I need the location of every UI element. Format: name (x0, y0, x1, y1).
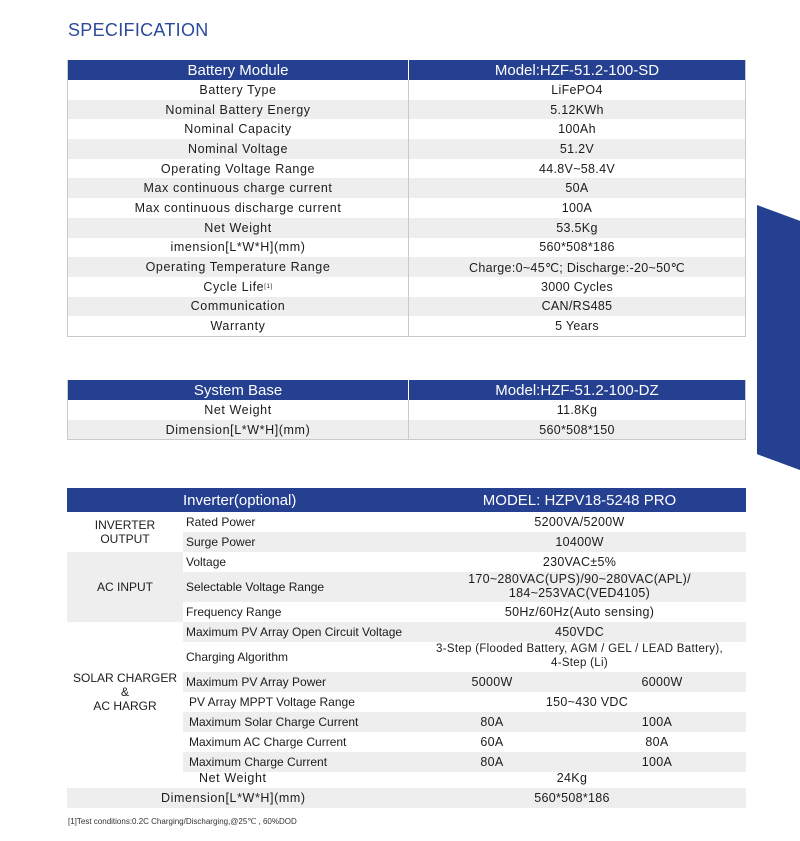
table-row (68, 316, 745, 336)
battery-rows (68, 80, 745, 336)
table-row (68, 297, 745, 317)
row-value-a: 5000W (471, 675, 513, 689)
row-label: Charging Algorithm (186, 650, 289, 664)
row-label-text: Nominal Voltage (187, 141, 289, 156)
row-value: 450VDC (554, 625, 605, 639)
row-label-text: Communication (190, 299, 286, 314)
row-label: Dimension[L*W*H](mm) (161, 791, 306, 805)
row-label (68, 257, 409, 277)
row-label-text: Battery Type (199, 82, 277, 97)
row-value-line1: 3-Step (Flooded Battery, AGM / GEL / LEAD Battery), (436, 643, 723, 655)
row-label: Net Weight (199, 771, 267, 785)
battery-module-table (67, 60, 746, 337)
row-label (68, 218, 409, 238)
row-value-b: 80A (645, 735, 669, 749)
row-label: Maximum Solar Charge Current (189, 715, 359, 729)
row-label-text: Max continuous discharge current (134, 200, 342, 215)
row-value-line2: 4-Step (Li) (551, 657, 608, 669)
row-label-text: Operating Voltage Range (160, 161, 316, 176)
row-value: 10400W (555, 535, 604, 549)
row-value: 560*508*186 (539, 240, 615, 255)
table-row (68, 198, 745, 218)
row-label (68, 400, 409, 420)
row-label (68, 198, 409, 218)
row-label: Maximum PV Array Power (186, 675, 327, 689)
row-value: 24Kg (556, 771, 588, 785)
row-ac-charge-current (67, 732, 746, 752)
row-value: LiFePO4 (551, 82, 603, 97)
row-charging-algorithm (67, 642, 746, 672)
row-value-a: 80A (480, 715, 504, 729)
table-row (68, 159, 745, 179)
table-row (68, 178, 745, 198)
row-label-text: Net Weight (204, 220, 272, 235)
row-rated-power (67, 512, 746, 532)
table-row (68, 420, 745, 440)
table-row (68, 218, 745, 238)
row-label-text: Net Weight (204, 402, 272, 417)
row-value-line1: 170~280VAC(UPS)/90~280VAC(APL)/ (468, 572, 691, 586)
row-label-text: Warranty (210, 319, 266, 334)
row-label: Maximum AC Charge Current (189, 735, 347, 749)
row-surge-power (67, 532, 746, 552)
row-label (68, 100, 409, 120)
row-label: Selectable Voltage Range (186, 580, 325, 594)
row-label (68, 159, 409, 179)
row-value-a: 60A (480, 735, 504, 749)
row-value: 50A (565, 181, 589, 196)
row-label (68, 238, 409, 258)
battery-table-header (68, 60, 745, 80)
row-value-b: 100A (641, 755, 673, 769)
row-label-text: Nominal Battery Energy (165, 102, 311, 117)
group-label: AC INPUT (96, 580, 153, 594)
row-label: Voltage (186, 555, 227, 569)
row-label-text: Cycle Life (203, 279, 265, 294)
table-row (68, 100, 745, 120)
row-value-b: 100A (641, 715, 673, 729)
system-base-rows (68, 400, 745, 439)
table-row (68, 119, 745, 139)
row-pv-power (67, 672, 746, 692)
row-value: 560*508*150 (539, 422, 615, 437)
footnote-marker: [1] (264, 283, 273, 290)
row-label (68, 178, 409, 198)
table-row (68, 80, 745, 100)
table-row (68, 257, 745, 277)
row-label: Rated Power (186, 515, 256, 529)
row-mppt-range (67, 692, 746, 712)
system-base-header-model: Model:HZF-51.2-100-DZ (495, 381, 659, 399)
row-value: CAN/RS485 (541, 299, 613, 314)
row-value: 230VAC±5% (542, 555, 617, 569)
table-row (68, 139, 745, 159)
row-label-text: Operating Temperature Range (145, 260, 331, 275)
page-title: SPECIFICATION (68, 20, 209, 40)
row-dimension (67, 788, 746, 808)
row-solar-charge-current (67, 712, 746, 732)
footnote: [1]Test conditions:0.2C Charging/Discharging,@25℃ , 60%DOD (68, 817, 297, 826)
system-base-header-title: System Base (193, 381, 283, 399)
row-label (68, 277, 409, 297)
row-label (68, 297, 409, 317)
table-row (68, 400, 745, 420)
inverter-table (67, 488, 746, 810)
row-value: 150~430 VDC (545, 695, 629, 709)
row-net-weight (67, 768, 746, 788)
row-value: Charge:0~45℃; Discharge:-20~50℃ (469, 260, 685, 275)
row-value: 51.2V (559, 141, 595, 156)
row-frequency (67, 602, 746, 622)
row-label-text: Nominal Capacity (184, 122, 292, 137)
row-label: Maximum PV Array Open Circuit Voltage (186, 625, 403, 639)
system-base-header (68, 380, 745, 400)
row-label: PV Array MPPT Voltage Range (189, 695, 355, 709)
battery-header-title: Battery Module (187, 61, 289, 79)
table-row (68, 277, 745, 297)
row-value: 100A (561, 200, 593, 215)
row-label-text: Dimension[L*W*H](mm) (165, 422, 311, 437)
row-label: Frequency Range (186, 605, 282, 619)
row-label (68, 139, 409, 159)
row-value: 5.12KWh (550, 102, 604, 117)
row-value-a: 80A (480, 755, 504, 769)
group-label-line3: AC HARGR (93, 699, 157, 713)
inverter-header-model: MODEL: HZPV18-5248 PRO (482, 491, 677, 509)
row-label-text: imension[L*W*H](mm) (170, 240, 306, 255)
inverter-header-title: Inverter(optional) (183, 491, 297, 509)
row-selectable-voltage (67, 572, 746, 602)
row-value: 53.5Kg (556, 220, 598, 235)
row-value-line2: 184~253VAC(VED4105) (508, 586, 651, 600)
row-label-text: Max continuous charge current (143, 181, 333, 196)
row-label (68, 316, 409, 336)
row-pv-voc (67, 622, 746, 642)
row-voltage (67, 552, 746, 572)
system-base-table (67, 380, 746, 440)
row-value: 44.8V~58.4V (539, 161, 615, 176)
group-label: INVERTER OUTPUT (94, 518, 156, 546)
row-label: Maximum Charge Current (189, 755, 328, 769)
row-value: 560*508*186 (534, 791, 610, 805)
battery-header-model: Model:HZF-51.2-100-SD (494, 61, 660, 79)
group-label-line2: & (120, 685, 129, 699)
row-label (68, 119, 409, 139)
row-value: 3000 Cycles (540, 279, 614, 294)
row-label (68, 420, 409, 440)
row-value: 50Hz/60Hz(Auto sensing) (504, 605, 655, 619)
row-label: Surge Power (186, 535, 256, 549)
side-tab-decoration (757, 205, 800, 470)
row-value: 5200VA/5200W (534, 515, 625, 529)
row-value: 5 Years (555, 319, 599, 334)
row-label (68, 80, 409, 100)
row-value: 100Ah (558, 122, 596, 137)
row-value: 11.8Kg (556, 402, 598, 417)
inverter-table-header (67, 488, 746, 512)
group-label-line1: SOLAR CHARGER (72, 671, 178, 685)
table-row (68, 238, 745, 258)
row-value-b: 6000W (641, 675, 683, 689)
